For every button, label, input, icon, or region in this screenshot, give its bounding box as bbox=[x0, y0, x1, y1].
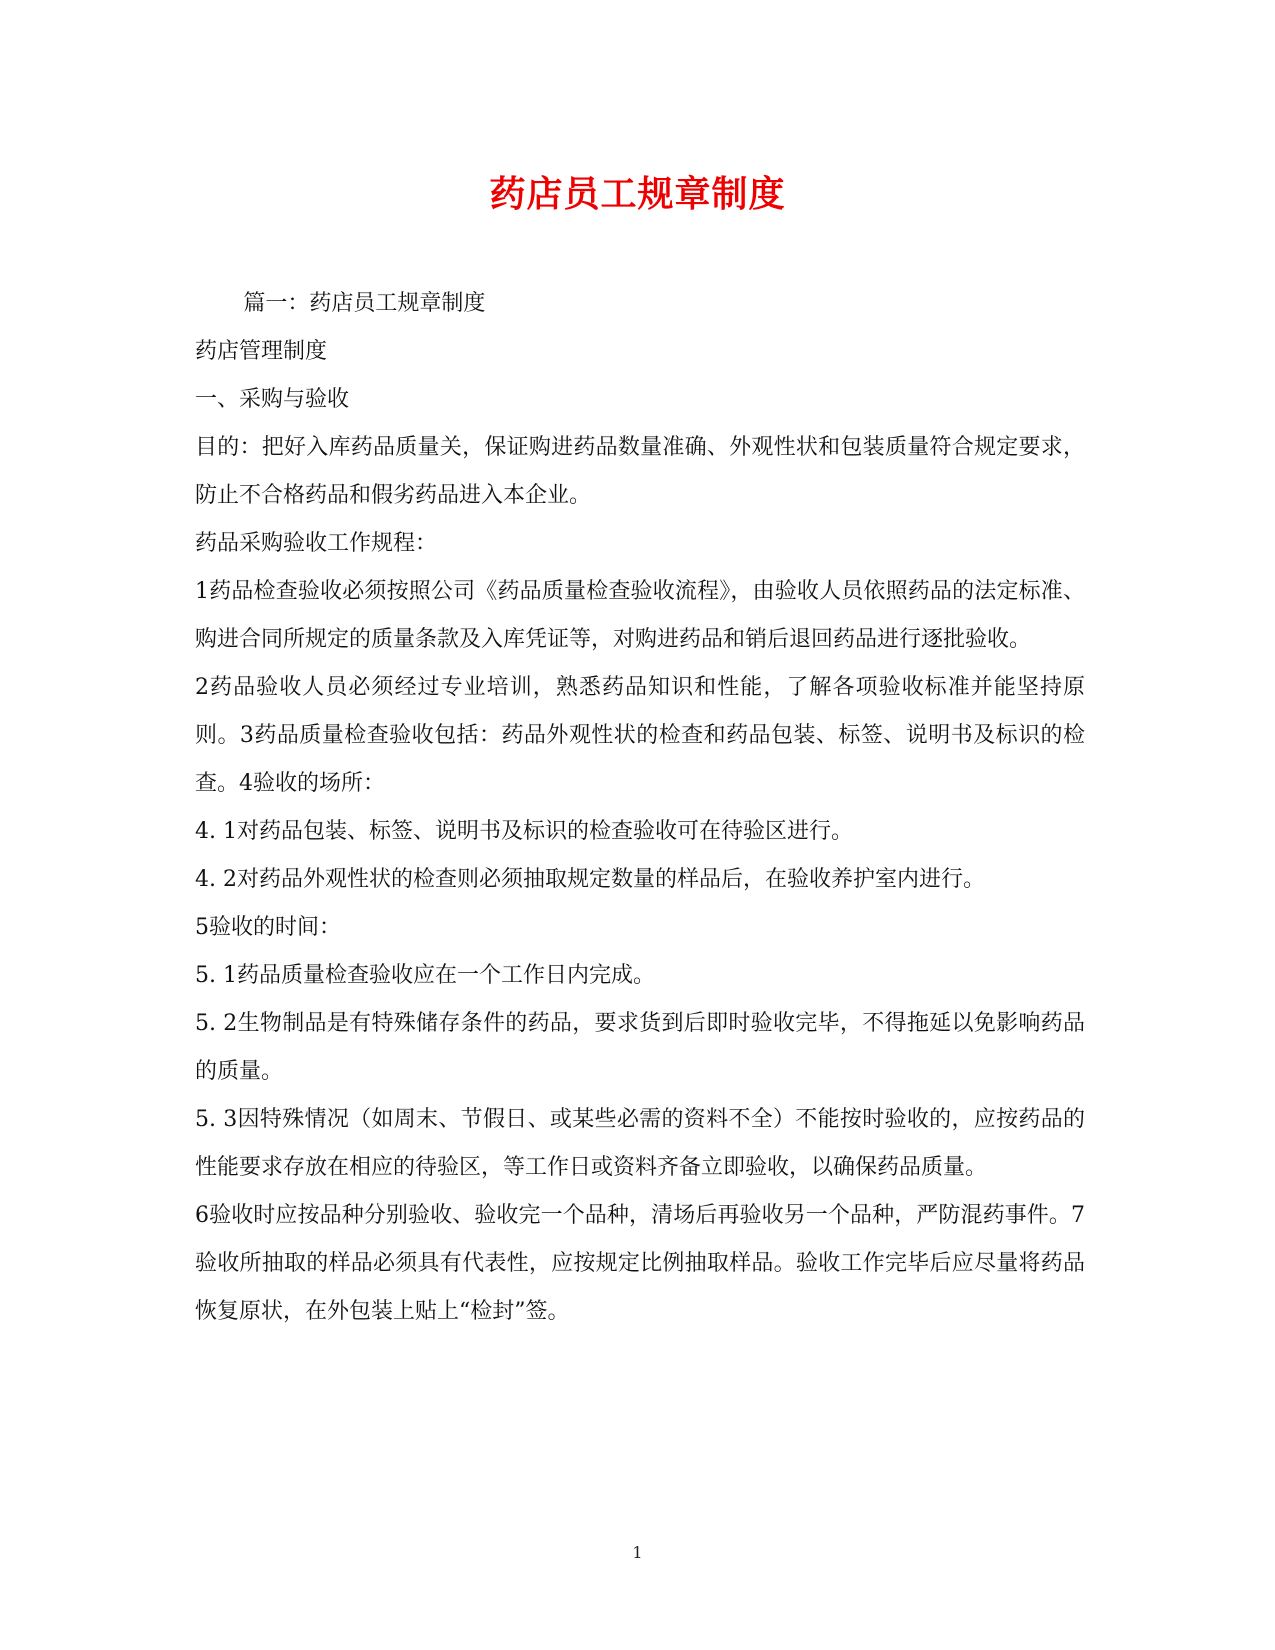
document-body bbox=[195, 280, 1085, 1336]
paragraph-item-4-1: 4. 1对药品包装、标签、说明书及标识的检查验收可在待验区进行。 bbox=[195, 819, 853, 844]
paragraph-item-4-2: 4. 2对药品外观性状的检查则必须抽取规定数量的样品后，在验收养护室内进行。 bbox=[195, 867, 985, 892]
paragraph-purpose: 目的：把好入库药品质量关，保证购进药品数量准确、外观性状和包装质量符合规定要求，防止不合格药品和假劣药品进入本企业。 bbox=[195, 435, 1085, 508]
paragraph-item-2-4: 2药品验收人员必须经过专业培训，熟悉药品知识和性能，了解各项验收标准并能坚持原则。3药品质量检查验收包括：药品外观性状的检查和药品包装、标签、说明书及标识的检查。4验收的场所： bbox=[195, 675, 1086, 796]
paragraph-item-5-2: 5. 2生物制品是有特殊储存条件的药品，要求货到后即时验收完毕，不得拖延以免影响药品的质量。 bbox=[195, 1011, 1085, 1084]
document-title: 药店员工规章制度 bbox=[489, 173, 786, 215]
section-heading-purchase: 一、采购与验收 bbox=[195, 387, 350, 412]
paragraph-item-5-1: 5. 1药品质量检查验收应在一个工作日内完成。 bbox=[195, 963, 655, 988]
section-heading-part-one: 篇一：药店员工规章制度 bbox=[243, 291, 486, 316]
section-heading-management: 药店管理制度 bbox=[195, 339, 328, 364]
page-number: 1 bbox=[632, 1543, 643, 1562]
paragraph-item-1: 1药品检查验收必须按照公司《药品质量检查验收流程》，由验收人员依照药品的法定标准、购进合同所规定的质量条款及入库凭证等，对购进药品和销后退回药品进行逐批验收。 bbox=[195, 579, 1085, 652]
paragraph-procedure-heading: 药品采购验收工作规程： bbox=[195, 531, 438, 556]
paragraph-item-6-7: 6验收时应按品种分别验收、验收完一个品种，清场后再验收另一个品种，严防混药事件。7验收所抽取的样品必须具有代表性，应按规定比例抽取样品。验收工作完毕后应尽量将药品恢复原状，在外包装上贴上“检封”签。 bbox=[195, 1203, 1085, 1324]
paragraph-item-5-3: 5. 3因特殊情况（如周末、节假日、或某些必需的资料不全）不能按时验收的，应按药品的性能要求存放在相应的待验区，等工作日或资料齐备立即验收，以确保药品质量。 bbox=[195, 1107, 1085, 1180]
paragraph-item-5: 5验收的时间： bbox=[195, 915, 341, 940]
